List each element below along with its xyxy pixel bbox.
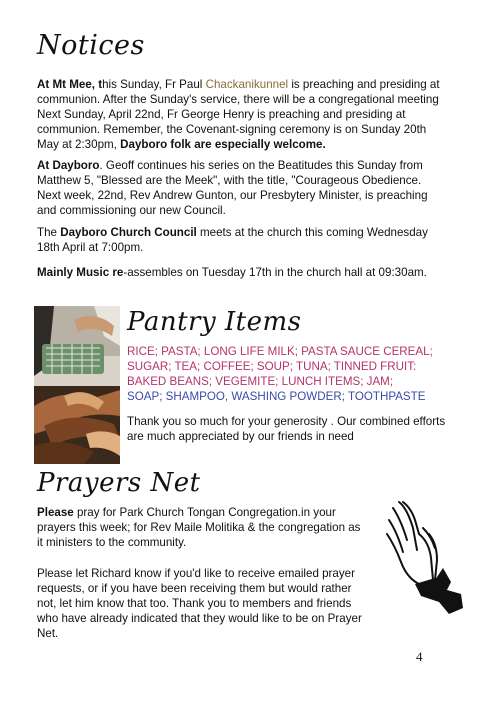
pantry-item-line: SUGAR; TEA; COFFEE; SOUP; TUNA; TINNED FRUIT: bbox=[127, 360, 417, 373]
prayer-request-paragraph: Please pray for Park Church Tongan Congregation.in your prayers this week; for Rev Maile Molitika & the congregation as it ministers to the community. bbox=[37, 506, 361, 549]
mt-mee-notice: At Mt Mee, this Sunday, Fr Paul Chackanikunnel is preaching and presiding at communion. After the Sunday's service, there will be a congregational meeting Next Sunday, April 22nd, Fr George Henry is preaching and presiding at communion. Remember, the Covenant-signing ceremony is on Sunday 20th May at 2:30pm, Dayboro folk are especially welcome. bbox=[37, 78, 440, 151]
pantry-thanks: Thank you so much for your generosity . Our combined efforts are much appreciated by our friends in need bbox=[127, 415, 446, 443]
pantry-item-line: BAKED BEANS; VEGEMITE; LUNCH ITEMS; JAM; bbox=[127, 375, 394, 388]
pantry-heading: Pantry Items bbox=[127, 307, 302, 337]
notices-heading: Notices bbox=[37, 30, 145, 61]
prayer-net-paragraph: Please let Richard know if you'd like to receive emailed prayer requests, or if you have been receiving them but would rather not, let him know that too. Thank you to members and friends who have already indicated that they would like to be on Prayer Net. bbox=[37, 567, 362, 640]
page-number: 4 bbox=[416, 649, 423, 664]
prayers-heading: Prayers Net bbox=[37, 468, 201, 498]
pantry-item-line: SOAP; SHAMPOO, WASHING POWDER; TOOTHPASTE bbox=[127, 390, 426, 403]
dayboro-notice: At Dayboro. Geoff continues his series on the Beatitudes this Sunday from Matthew 5, "Blessed are the Meek", with the title, "Courageous Obedience. Next week, 22nd, Rev Andrew Gunton, our Presbytery Minister, is preaching and commissioning our new Council. bbox=[37, 159, 428, 217]
mainly-music-notice: Mainly Music re-assembles on Tuesday 17th in the church hall at 09:30am. bbox=[37, 266, 427, 279]
food-basket-hands-photo bbox=[34, 306, 120, 464]
praying-hands-icon bbox=[385, 498, 465, 616]
preacher-name: Chackanikunnel bbox=[205, 78, 289, 91]
council-notice: The Dayboro Church Council meets at the church this coming Wednesday 18th April at 7:00pm. bbox=[37, 226, 428, 254]
pantry-item-line: RICE; PASTA; LONG LIFE MILK; PASTA SAUCE CEREAL; bbox=[127, 345, 433, 358]
pantry-items-list bbox=[127, 344, 467, 404]
